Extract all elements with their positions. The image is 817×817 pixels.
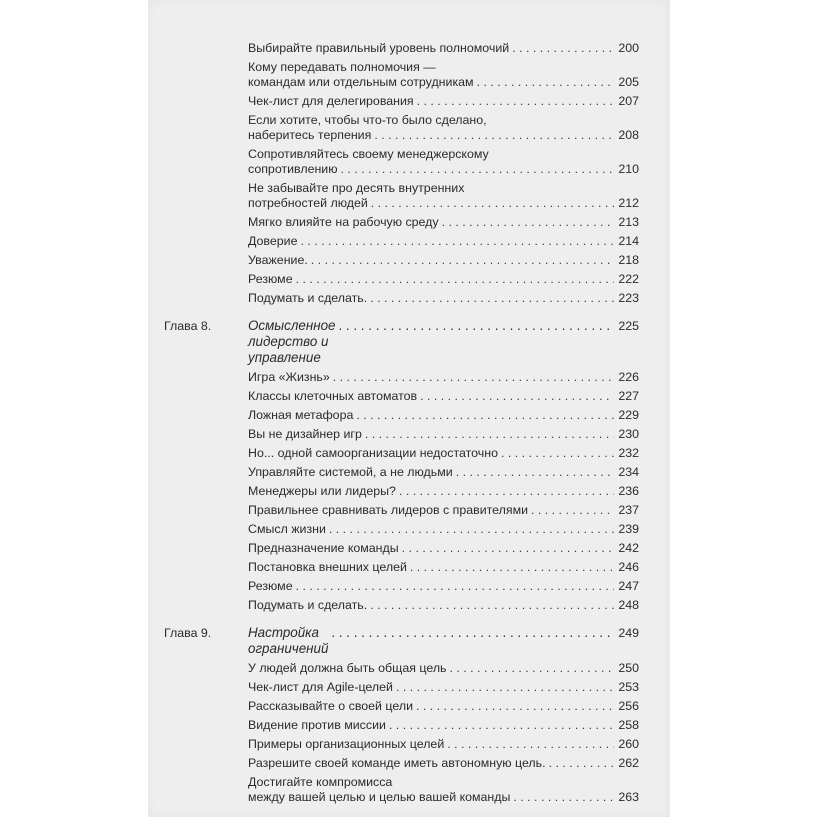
page-number: 225 xyxy=(618,319,639,333)
page-number: 260 xyxy=(618,737,639,751)
page-number: 253 xyxy=(618,680,639,694)
dot-leader xyxy=(296,272,614,287)
book-page xyxy=(148,0,670,817)
dot-leader xyxy=(450,661,614,676)
toc-entry-title-line: У людей должна быть общая цель xyxy=(248,661,447,675)
toc-entry-title-line: Видение против миссии xyxy=(248,718,386,732)
page-number: 263 xyxy=(618,790,639,804)
page-number: 214 xyxy=(618,234,639,248)
toc-entry xyxy=(248,560,639,575)
toc-entry-title-line: Не забывайте про десять внутренних xyxy=(248,181,465,195)
toc-entry xyxy=(248,484,639,499)
toc-entry xyxy=(248,113,639,143)
toc-entry xyxy=(248,756,639,771)
dot-leader xyxy=(477,75,614,90)
toc-entry xyxy=(248,718,639,733)
dot-leader xyxy=(365,427,614,442)
toc-entry xyxy=(248,775,639,805)
toc-entry-title-line: Если хотите, чтобы что-то было сделано, xyxy=(248,113,487,127)
toc-entry-title-line: Смысл жизни xyxy=(248,522,326,536)
page-number: 218 xyxy=(618,253,639,267)
toc-entry-title-line: наберитесь терпения xyxy=(248,128,372,142)
toc-entry xyxy=(248,446,639,461)
toc-entry-title-line: потребностей людей xyxy=(248,196,368,210)
page-number: 207 xyxy=(618,94,639,108)
toc-entry-title-line: Управляйте системой, а не людьми xyxy=(248,465,453,479)
dot-leader xyxy=(374,128,614,143)
page-number: 258 xyxy=(618,718,639,732)
toc-entry-title-line: Примеры организационных целей xyxy=(248,737,445,751)
toc-section-chapter7-tail xyxy=(148,41,670,306)
dot-leader xyxy=(311,253,614,268)
dot-leader xyxy=(399,484,614,499)
toc-entry-title-line: Классы клеточных автоматов xyxy=(248,389,418,403)
toc-entry-title-line: Вы не дизайнер игр xyxy=(248,427,362,441)
toc-entry xyxy=(248,181,639,211)
dot-leader xyxy=(416,699,614,714)
page-number: 205 xyxy=(618,75,639,89)
toc-entry-title-line: Резюме xyxy=(248,272,293,286)
page-number: 232 xyxy=(618,446,639,460)
page-number: 250 xyxy=(618,661,639,675)
toc-entry-title-line: Чек-лист для Agile-целей xyxy=(248,680,393,694)
toc-entry-title-line: Кому передавать полномочия — xyxy=(248,60,436,74)
toc-entry xyxy=(248,291,639,306)
toc-chapter-9 xyxy=(148,625,670,805)
page-number: 256 xyxy=(618,699,639,713)
dot-leader xyxy=(456,465,614,480)
toc-entry xyxy=(248,465,639,480)
dot-leader xyxy=(447,737,614,752)
toc-entry xyxy=(248,370,639,385)
toc-entry xyxy=(248,661,639,676)
toc-entry xyxy=(248,427,639,442)
dot-leader xyxy=(338,318,615,334)
page-number: 200 xyxy=(618,41,639,55)
toc-entry-title-line: командам или отдельным сотрудникам xyxy=(248,75,474,89)
toc-entry-title-line: Правильнее сравнивать лидеров с правителями xyxy=(248,503,529,517)
page-number: 262 xyxy=(618,756,639,770)
page-number: 212 xyxy=(618,196,639,210)
dot-leader xyxy=(370,291,614,306)
toc-entry xyxy=(248,215,639,230)
chapter-heading xyxy=(164,318,639,366)
dot-leader xyxy=(531,503,614,518)
toc-entry-title-line: Предназначение команды xyxy=(248,541,399,555)
toc-entry xyxy=(248,94,639,109)
toc-entry xyxy=(248,598,639,613)
toc-entry-title-line: Уважение. xyxy=(248,253,308,267)
page-number: 226 xyxy=(618,370,639,384)
toc-entry xyxy=(248,272,639,287)
toc-entry xyxy=(248,737,639,752)
toc-entry-title-line: Рассказывайте о своей цели xyxy=(248,699,413,713)
page-number: 230 xyxy=(618,427,639,441)
dot-leader xyxy=(329,522,614,537)
page-number: 208 xyxy=(618,128,639,142)
page-number: 234 xyxy=(618,465,639,479)
toc-entry xyxy=(248,253,639,268)
toc-entry-title-line: Подумать и сделать. xyxy=(248,291,368,305)
toc-entry-title-line: Мягко влияйте на рабочую среду xyxy=(248,215,439,229)
toc-entry-title-line: Доверие xyxy=(248,234,298,248)
toc-entry-title-line: Ложная метафора xyxy=(248,408,354,422)
dot-leader xyxy=(442,215,614,230)
dot-leader xyxy=(331,625,615,641)
toc-entry-title-line: Сопротивляйтесь своему менеджерскому xyxy=(248,147,489,161)
dot-leader xyxy=(402,541,614,556)
page-number: 236 xyxy=(618,484,639,498)
toc-section-chapter8 xyxy=(148,370,670,613)
toc-entry-title-line: Постановка внешних целей xyxy=(248,560,407,574)
toc-entry xyxy=(248,503,639,518)
dot-leader xyxy=(396,680,614,695)
dot-leader xyxy=(356,408,614,423)
chapter-number: Глава 9. xyxy=(164,626,212,640)
page-number: 249 xyxy=(618,626,639,640)
page-number: 213 xyxy=(618,215,639,229)
page-number: 246 xyxy=(618,560,639,574)
page-number: 210 xyxy=(618,162,639,176)
toc-entry xyxy=(248,699,639,714)
toc-entry xyxy=(248,680,639,695)
toc-entry xyxy=(248,579,639,594)
toc-entry xyxy=(248,522,639,537)
dot-leader xyxy=(389,718,614,733)
dot-leader xyxy=(370,598,614,613)
dot-leader xyxy=(417,94,614,109)
toc-chapter-8 xyxy=(148,318,670,613)
dot-leader xyxy=(296,579,614,594)
dot-leader xyxy=(333,370,614,385)
dot-leader xyxy=(410,560,614,575)
toc-entry-title-line: Менеджеры или лидеры? xyxy=(248,484,396,498)
page-number: 223 xyxy=(618,291,639,305)
dot-leader xyxy=(549,756,614,771)
dot-leader xyxy=(341,162,614,177)
toc-entry xyxy=(248,234,639,249)
toc-entry-title-line: Выбирайте правильный уровень полномочий xyxy=(248,41,510,55)
toc-entry xyxy=(248,41,639,56)
chapter-title: Настройка ограничений xyxy=(248,625,329,656)
dot-leader xyxy=(513,790,614,805)
chapter-number: Глава 8. xyxy=(164,319,212,333)
toc-entry xyxy=(248,541,639,556)
page-number: 242 xyxy=(618,541,639,555)
page-number: 237 xyxy=(618,503,639,517)
toc-entry-title-line: Достигайте компромисса xyxy=(248,775,393,789)
toc-entry xyxy=(248,147,639,177)
toc-entry-title-line: Игра «Жизнь» xyxy=(248,370,330,384)
toc-section-chapter9 xyxy=(148,661,670,805)
toc-entry-title-line: Резюме xyxy=(248,579,293,593)
dot-leader xyxy=(501,446,614,461)
page-number: 247 xyxy=(618,579,639,593)
toc-entry-title-line: Но... одной самоорганизации недостаточно xyxy=(248,446,498,460)
page-number: 239 xyxy=(618,522,639,536)
page-number: 227 xyxy=(618,389,639,403)
page-number: 229 xyxy=(618,408,639,422)
dot-leader xyxy=(371,196,614,211)
chapter-title: Осмысленное лидерство и управление xyxy=(248,318,336,365)
toc-entry-title-line: Подумать и сделать. xyxy=(248,598,368,612)
dot-leader xyxy=(300,234,614,249)
dot-leader xyxy=(420,389,614,404)
page-number: 222 xyxy=(618,272,639,286)
toc-entry-title-line: сопротивлению xyxy=(248,162,338,176)
toc-entry-title-line: между вашей целью и целью вашей команды xyxy=(248,790,511,804)
toc-entry-title-line: Чек-лист для делегирования xyxy=(248,94,414,108)
toc-entry-title-line: Разрешите своей команде иметь автономную цель. xyxy=(248,756,546,770)
toc-entry xyxy=(248,389,639,404)
toc-entry xyxy=(248,408,639,423)
toc-entry xyxy=(248,60,639,90)
dot-leader xyxy=(512,41,614,56)
chapter-heading xyxy=(164,625,639,657)
table-of-contents xyxy=(148,41,670,809)
page-number: 248 xyxy=(618,598,639,612)
